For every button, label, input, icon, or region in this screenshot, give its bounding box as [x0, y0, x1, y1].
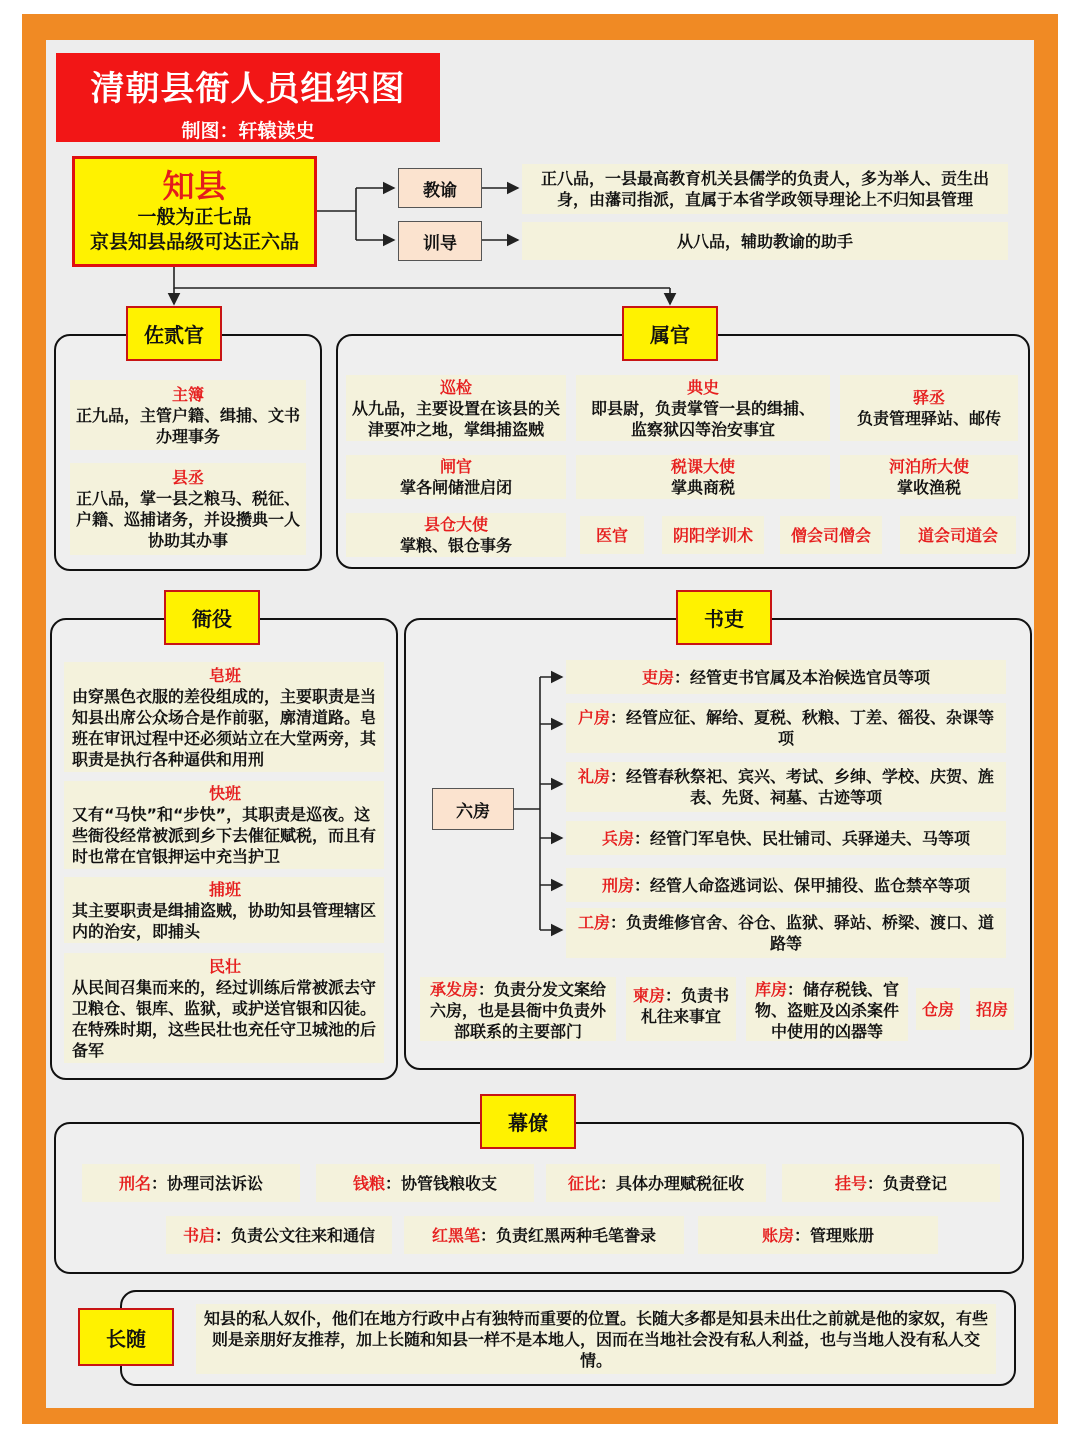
- item-desc: ：经管吏书官属及本治候选官员等项: [674, 667, 931, 687]
- item-name: 驿丞: [912, 388, 945, 407]
- item-name: 民壮: [208, 956, 241, 976]
- zhixian-desc-2: 京县知县品级可达正六品: [89, 231, 299, 253]
- zuoer-title: 佐贰官: [126, 306, 222, 361]
- shuli-title: 书吏: [676, 590, 772, 645]
- item-desc: ：负责分发文案给六房，也是县衙中负责外部联系的主要部门: [429, 980, 607, 1041]
- item-desc: 从九品，主要设置在该县的关津要冲之地，掌缉捕盗贼: [351, 398, 560, 439]
- item-desc: 掌各闸储泄启闭: [399, 478, 512, 497]
- item-desc: ：经管春秋祭祀、宾兴、考试、乡绅、学校、庆贺、旌表、先贤、祠墓、古迹等项: [610, 767, 995, 807]
- item-desc: 负责管理驿站、邮传: [856, 409, 1001, 428]
- item-desc: 正九品，主管户籍、缉捕、文书办理事务: [75, 405, 300, 446]
- item-name: 户房: [577, 708, 610, 727]
- item-name: 刑名: [118, 1173, 151, 1193]
- item-desc: 由穿黑色衣服的差役组成的，主要职责是当知县出席公众场合是作前驱，廓清道路。皂班在审讯过程中还必须站立在大堂两旁，其职责是执行各种逼供和用刑: [72, 686, 377, 769]
- item-desc: 掌收渔税: [896, 478, 961, 497]
- shuguan-item: 医官: [580, 516, 644, 554]
- item-desc: ：经管人命盗逃词讼、保甲捕役、监仓禁卒等项: [634, 875, 971, 895]
- item-desc: ：负责红黑两种毛笔誊录: [480, 1225, 657, 1245]
- item-name: 兵房: [601, 828, 634, 848]
- item-desc: ：具体办理赋税征收: [600, 1173, 745, 1193]
- item-desc: 掌典商税: [670, 478, 735, 497]
- item-desc: ：管理账册: [794, 1225, 875, 1245]
- item-desc: ：负责公文往来和通信: [215, 1225, 376, 1245]
- jiaoyu-box: 教谕: [398, 168, 482, 208]
- yayi-title: 衙役: [164, 590, 260, 645]
- room-item: 仓房: [916, 988, 960, 1030]
- changsui-desc: 知县的私人奴仆，他们在地方行政中占有独特而重要的位置。长随大多都是知县未出仕之前就是他的家奴，有些则是亲朋好友推荐，加上长随和知县一样不是本地人，因而在当地社会没有私人利益，也与当地人没有私人交情。: [196, 1304, 996, 1374]
- liufang-box: 六房: [432, 788, 514, 830]
- shuguan-item: 僧会司僧会: [780, 516, 882, 554]
- room-item: 招房: [970, 988, 1014, 1030]
- item-desc: ：储存税钱、官物、盗赃及凶杀案件中使用的凶器等: [754, 980, 900, 1041]
- xundao-desc: 从八品，辅助教谕的助手: [522, 222, 1008, 260]
- item-name: 礼房: [577, 767, 610, 786]
- item-desc: ：经管门军皂快、民壮铺司、兵驿递夫、马等项: [634, 828, 971, 848]
- item-desc: 正八品，掌一县之粮马、税征、户籍、巡捕诸务，并设攒典一人协助其办事: [75, 489, 300, 550]
- jiaoyu-desc: 正八品，一县最高教育机关县儒学的负责人，多为举人、贡生出身，由藩司指派，直属于本省学政领导理论上不归知县管理: [522, 164, 1008, 214]
- shuguan-title: 属官: [622, 306, 718, 361]
- item-name: 刑房: [601, 875, 634, 895]
- item-name: 县仓大使: [423, 515, 488, 534]
- item-name: 快班: [208, 784, 241, 803]
- muliao-title: 幕僚: [480, 1094, 576, 1149]
- changsui-title: 长随: [78, 1308, 174, 1366]
- item-name: 皂班: [208, 665, 241, 685]
- item-name: 书启: [182, 1225, 215, 1245]
- item-name: 吏房: [641, 667, 674, 687]
- item-name: 库房: [754, 980, 787, 999]
- item-name: 县丞: [171, 468, 204, 487]
- item-desc: ：负责登记: [867, 1173, 948, 1193]
- item-desc: ：协管钱粮收支: [385, 1173, 498, 1193]
- item-desc: ：协理司法诉讼: [151, 1173, 264, 1193]
- item-desc: 从民间召集而来的，经过训练后常被派去守卫粮仓、银库、监狱，或护送官银和囚徒。在特殊时期，这些民壮也充任守卫城池的后备军: [72, 977, 377, 1060]
- item-name: 征比: [567, 1173, 600, 1193]
- item-name: 红黑笔: [431, 1225, 480, 1245]
- item-name: 捕班: [208, 879, 241, 899]
- item-desc: 其主要职责是缉捕盗贼，协助知县管理辖区内的治安，即捕头: [72, 900, 377, 941]
- item-name: 挂号: [834, 1173, 867, 1193]
- page-title: 清朝县衙人员组织图: [90, 69, 406, 109]
- item-name: 承发房: [429, 980, 478, 999]
- shuguan-item: 阴阳学训术: [662, 516, 764, 554]
- item-name: 主簿: [171, 384, 204, 404]
- item-desc: 又有“马快”和“步快”，其职责是巡夜。这些衙役经常被派到乡下去催征赋税，而且有时也常在官银押运中充当护卫: [72, 805, 377, 866]
- item-desc: ：负责书札往来事宜: [640, 986, 730, 1026]
- item-name: 闸官: [439, 457, 472, 476]
- item-name: 钱粮: [352, 1173, 385, 1193]
- item-name: 巡检: [439, 377, 472, 397]
- item-name: 税课大使: [670, 457, 735, 476]
- item-desc: ：负责维修官舍、谷仓、监狱、驿站、桥梁、渡口、道路等: [610, 913, 995, 953]
- shuguan-item: 道会司道会: [900, 516, 1016, 554]
- item-name: 工房: [577, 913, 610, 932]
- zhixian-name: 知县: [162, 167, 227, 205]
- page-subtitle: 制图：轩辕读史: [181, 120, 315, 142]
- item-desc: 掌粮、银仓事务: [399, 536, 512, 555]
- item-desc: 即县尉，负责掌管一县的缉捕、监察狱囚等治安事宜: [590, 398, 815, 439]
- item-name: 柬房: [632, 986, 665, 1005]
- item-desc: ：经管应征、解给、夏税、秋粮、丁差、徭役、杂课等项: [610, 708, 995, 748]
- zhixian-desc-1: 一般为正七品: [137, 206, 252, 228]
- item-name: 账房: [761, 1225, 794, 1245]
- item-name: 河泊所大使: [888, 457, 969, 476]
- xundao-box: 训导: [398, 221, 482, 261]
- item-name: 典史: [686, 377, 719, 397]
